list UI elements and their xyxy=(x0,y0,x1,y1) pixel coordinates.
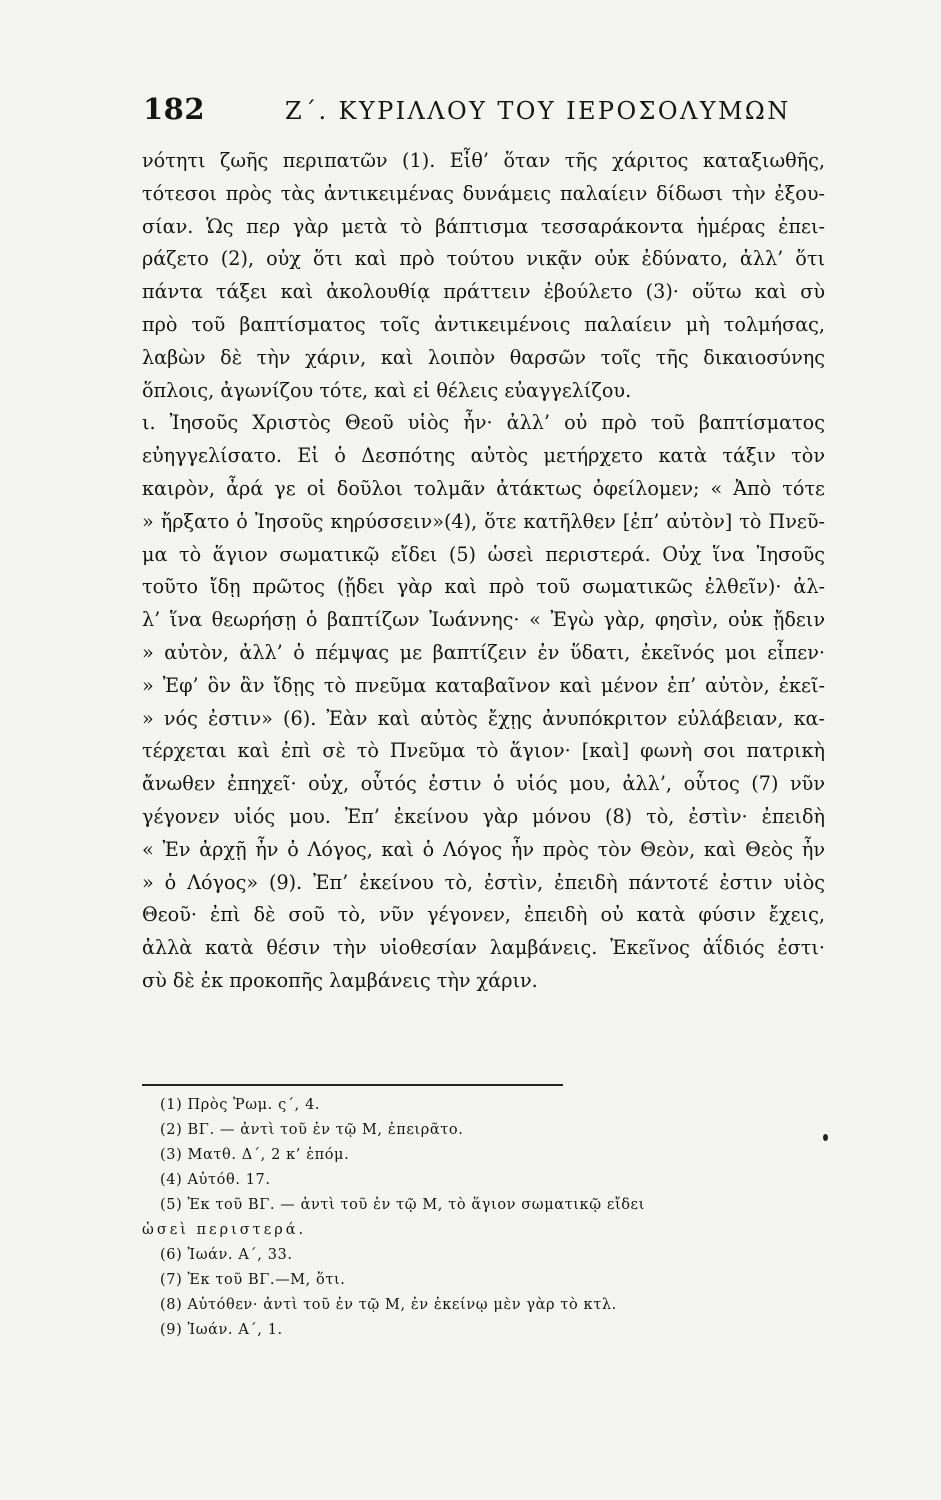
text-line: καιρὸν, ἆρά γε οἱ δοῦλοι τολμᾶν ἀτάκτως ὀφείλομεν; « Ἀπὸ τότε xyxy=(142,476,825,500)
text-line: πρὸ τοῦ βαπτίσματος τοῖς ἀντικειμένοις παλαίειν μὴ τολμήσας, xyxy=(142,312,825,336)
text-line: » Ἐφ’ ὃν ἂν ἴδῃς τὸ πνεῦμα καταβαῖνον καὶ μένον ἐπ’ αὐτὸν, ἐκεῖ- xyxy=(142,673,825,697)
footnote: (2) ΒΓ. — ἀντὶ τοῦ ἐν τῷ Μ, ἐπειρᾶτο. xyxy=(160,1122,464,1138)
text-line: πάντα τάξει καὶ ἀκολουθίᾳ πράττειν ἐβούλετο (3)· οὕτω καὶ σὺ xyxy=(142,280,825,304)
text-line: Θεοῦ· ἐπὶ δὲ σοῦ τὸ, νῦν γέγονεν, ἐπειδὴ οὐ κατὰ φύσιν ἔχεις, xyxy=(142,903,825,927)
text-line: ὅπλοις, ἀγωνίζου τότε, καὶ εἰ θέλεις εὐαγγελίζου. xyxy=(142,378,632,402)
text-line: σίαν. Ὡς περ γὰρ μετὰ τὸ βάπτισμα τεσσαράκοντα ἡμέρας ἐπει- xyxy=(142,214,825,238)
text-line: « Ἐν ἀρχῇ ἦν ὁ Λόγος, καὶ ὁ Λόγος ἦν πρὸς τὸν Θεὸν, καὶ Θεὸς ἦν xyxy=(142,837,825,861)
text-line: » νός ἐστιν» (6). Ἐὰν καὶ αὐτὸς ἔχῃς ἀνυπόκριτον εὐλάβειαν, κα- xyxy=(142,706,825,730)
text-line: ἀλλὰ κατὰ θέσιν τὴν υἱοθεσίαν λαμβάνεις. Ἐκεῖνος ἀΐδιός ἐστι· xyxy=(142,936,825,960)
text-line: νότητι ζωῆς περιπατῶν (1). Εἶθ’ ὅταν τῆς χάριτος καταξιωθῆς, xyxy=(142,149,825,172)
footnote: (6) Ἰωάν. Α΄, 33. xyxy=(160,1247,293,1263)
text-line: λ’ ἵνα θεωρήσῃ ὁ βαπτίζων Ἰωάννης· « Ἐγὼ γὰρ, φησὶν, οὐκ ᾔδειν xyxy=(142,608,825,632)
text-line: ράζετο (2), οὐχ ὅτι καὶ πρὸ τούτου νικᾷν οὐκ ἐδύνατο, ἀλλ’ ὅτι xyxy=(142,247,825,271)
text-line: » ἤρξατο ὁ Ἰησοῦς κηρύσσειν»(4), ὅτε κατῆλθεν [ἐπ’ αὐτὸν] τὸ Πνεῦ- xyxy=(142,509,825,533)
footnote: (4) Αὐτόθ. 17. xyxy=(160,1172,271,1188)
page-number: 182 xyxy=(143,92,206,126)
footnote: (7) Ἐκ τοῦ ΒΓ.—Μ, ὅτι. xyxy=(160,1272,346,1288)
text-line: τότεσοι πρὸς τὰς ἀντικειμένας δυνάμεις παλαίειν δίδωσι τὴν ἐξου- xyxy=(142,181,825,205)
text-line: τέρχεται καὶ ἐπὶ σὲ τὸ Πνεῦμα τὸ ἅγιον· [καὶ] φωνὴ σοι πατρικὴ xyxy=(142,739,825,763)
footnote: (5) Ἐκ τοῦ ΒΓ. — ἀντὶ τοῦ ἐν τῷ Μ, τὸ ἅγιον σωματικῷ εἴδει xyxy=(160,1197,645,1213)
text-line: σὺ δὲ ἐκ προκοπῆς λαμβάνεις τὴν χάριν. xyxy=(142,968,538,992)
text-line: » ὁ Λόγος» (9). Ἐπ’ ἐκείνου τὸ, ἐστὶν, ἐπειδὴ πάντοτέ ἐστιν υἱὸς xyxy=(142,870,825,894)
footnote: (1) Πρὸς Ῥωμ. ς΄, 4. xyxy=(160,1097,321,1113)
text-line: εὐηγγελίσατο. Εἰ ὁ Δεσπότης αὐτὸς μετήρχετο κατὰ τάξιν τὸν xyxy=(142,444,825,468)
footnotes xyxy=(142,1093,825,1343)
text-line: τοῦτο ἴδῃ πρῶτος (ᾔδει γὰρ καὶ πρὸ τοῦ σωματικῶς ἐλθεῖν)· ἀλ- xyxy=(142,575,825,599)
ink-speck xyxy=(823,1134,828,1141)
running-head: Ζ΄. ΚΥΡΙΛΛΟΥ ΤΟΥ ΙΕΡΟΣΟΛΥΜΩΝ xyxy=(285,97,791,125)
text-line: ι. Ἰησοῦς Χριστὸς Θεοῦ υἱὸς ἦν· ἀλλ’ οὐ πρὸ τοῦ βαπτίσματος xyxy=(142,411,825,435)
footnote-rule xyxy=(142,1084,563,1086)
main-text xyxy=(142,145,825,998)
footnote: (9) Ἰωάν. Α΄, 1. xyxy=(160,1322,283,1338)
footnote-continuation: ὡσεὶ περιστερά. xyxy=(142,1222,307,1238)
text-line: » αὐτὸν, ἀλλ’ ὁ πέμψας με βαπτίζειν ἐν ὕδατι, ἐκεῖνός μοι εἶπεν· xyxy=(142,640,825,664)
text-line: μα τὸ ἅγιον σωματικῷ εἴδει (5) ὡσεὶ περιστερά. Οὐχ ἵνα Ἰησοῦς xyxy=(142,542,825,566)
text-line: λαβὼν δὲ τὴν χάριν, καὶ λοιπὸν θαρσῶν τοῖς τῆς δικαιοσύνης xyxy=(142,345,825,369)
page-header xyxy=(143,92,791,132)
text-line: γέγονεν υἱός μου. Ἐπ’ ἐκείνου γὰρ μόνου (8) τὸ, ἐστὶν· ἐπειδὴ xyxy=(142,804,825,828)
text-line: ἄνωθεν ἐπηχεῖ· οὐχ, οὗτός ἐστιν ὁ υἱός μου, ἀλλ’, οὗτος (7) νῦν xyxy=(142,772,825,796)
footnote: (3) Ματθ. Δ΄, 2 κ’ ἑπόμ. xyxy=(160,1147,350,1163)
footnote: (8) Αὐτόθεν· ἀντὶ τοῦ ἐν τῷ Μ, ἐν ἐκείνῳ μὲν γὰρ τὸ κτλ. xyxy=(160,1297,617,1313)
